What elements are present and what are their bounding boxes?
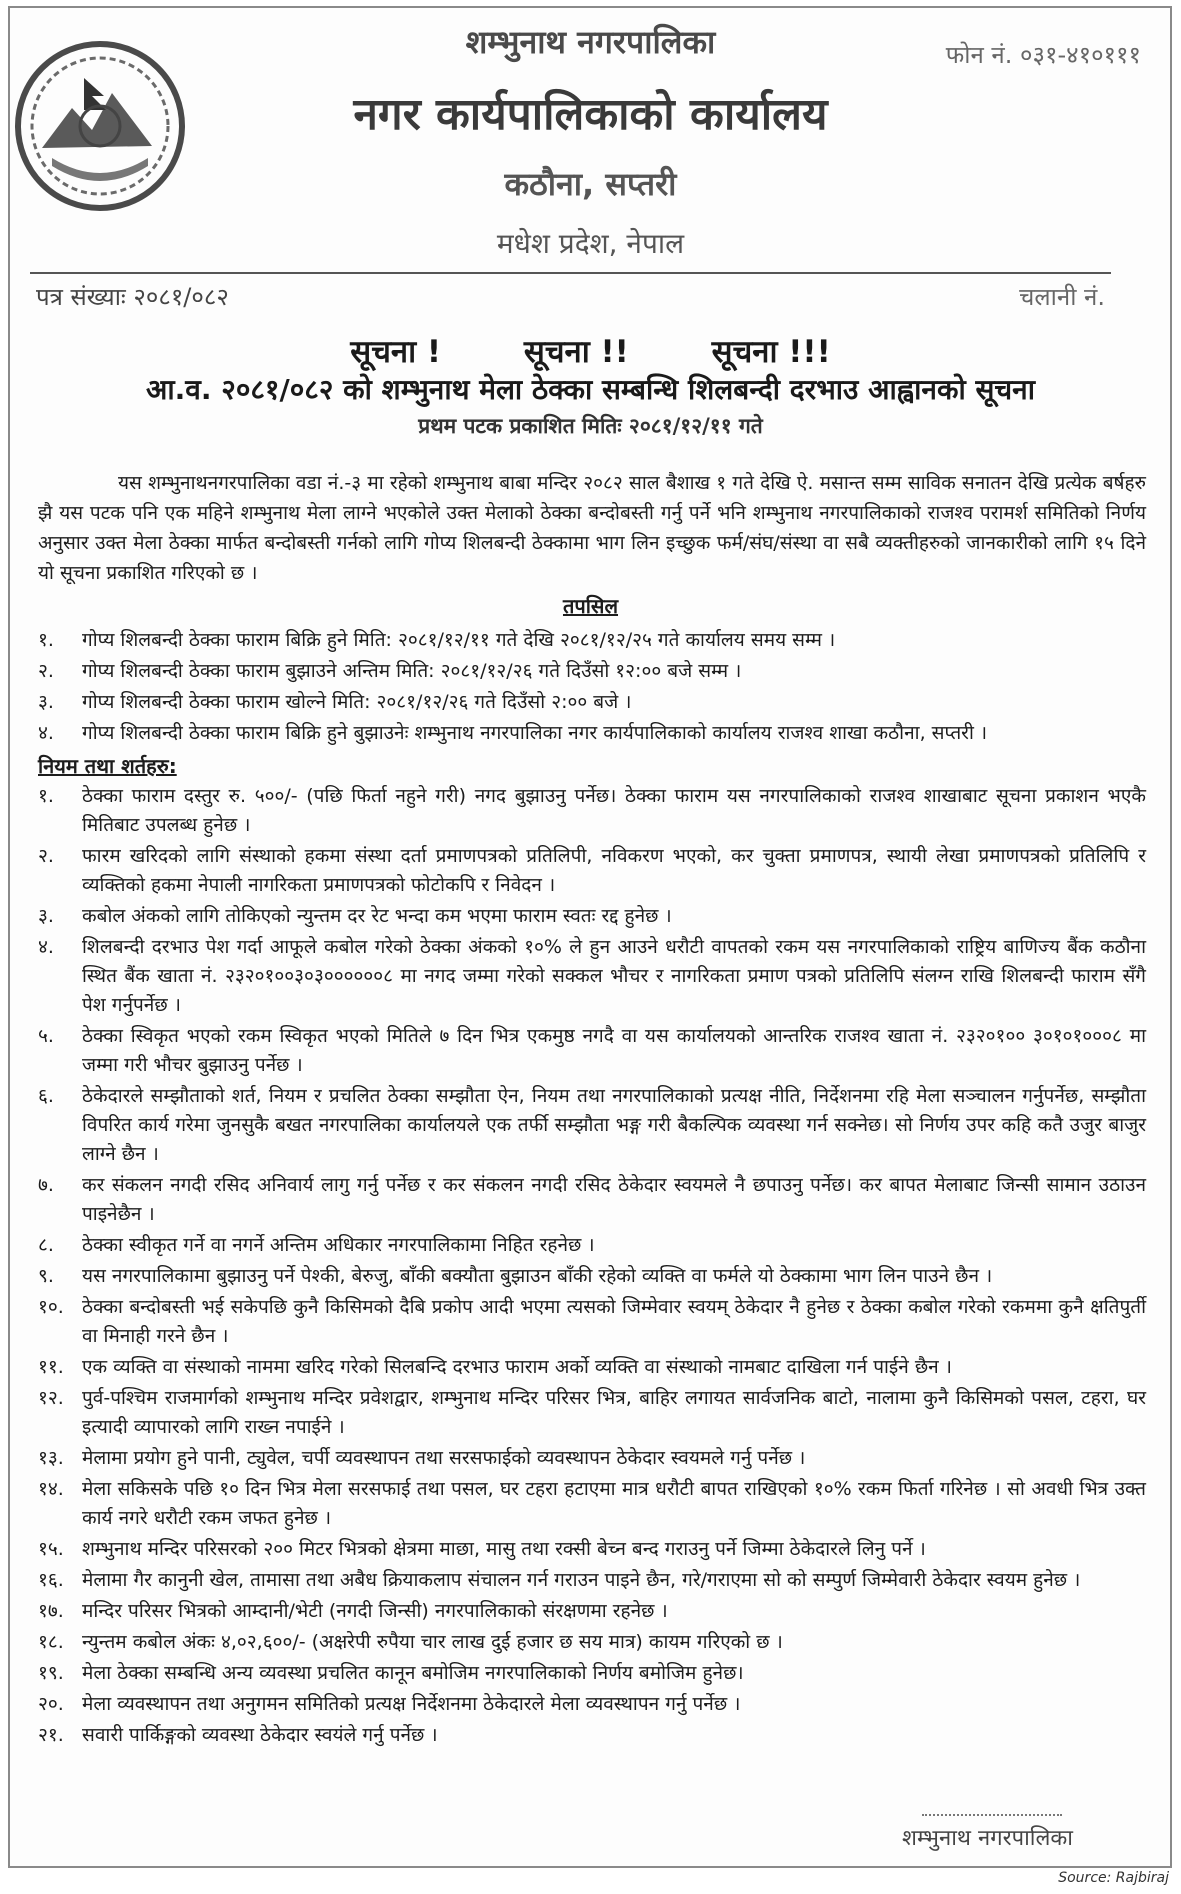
province-address: मधेश प्रदेश, नेपाल (496, 227, 685, 260)
term-item-text: ठेक्का स्वीकृत गर्ने वा नगर्ने अन्तिम अधिकार नगरपालिकामा निहित रहनेछ । (82, 1234, 595, 1256)
dispatch-number: चलानी नं. (1019, 283, 1105, 311)
terms-heading: नियम तथा शर्तहरु: (38, 754, 177, 778)
term-item-number: ४. (38, 936, 54, 958)
detail-item (38, 688, 1146, 717)
term-item (38, 782, 1146, 840)
term-item-number: ९. (38, 1265, 54, 1287)
notice-word-3: सूचना !!! (711, 334, 831, 370)
term-item-text: कबोल अंकको लागि तोकिएको न्युन्तम दर रेट भन्दा कम भएमा फाराम स्वतः रद्द हुनेछ । (82, 905, 672, 927)
signature-line (922, 1814, 1062, 1816)
detail-item (38, 626, 1146, 655)
term-item (38, 1444, 1146, 1473)
detail-item-number: ३. (38, 691, 54, 713)
term-item (38, 842, 1146, 900)
term-item-number: १९. (38, 1662, 64, 1684)
term-item (38, 1353, 1146, 1382)
detail-item (38, 719, 1146, 748)
term-item-number: १६. (38, 1569, 64, 1591)
term-item (38, 1171, 1146, 1229)
term-item-number: २०. (38, 1693, 64, 1715)
term-item (38, 1721, 1146, 1750)
term-item-number: ७. (38, 1174, 54, 1196)
details-heading: तपसिल (562, 594, 619, 618)
term-item-number: १२. (38, 1387, 64, 1409)
term-item-number: १४. (38, 1478, 64, 1500)
term-item (38, 1659, 1146, 1688)
term-item-text: मेला सकिसके पछि १० दिन भित्र मेला सरसफाई तथा पसल, घर टहरा हटाएमा मात्र धरौटी बापत राखिएको १०% रकम फिर्ता गरिनेछ । सो अवधी भित्र उक्त कार्य नगरे धरौटी रकम जफत हुनेछ । (82, 1478, 1146, 1529)
term-item-number: ३. (38, 905, 54, 927)
term-item-text: ठेक्का फाराम दस्तुर रु. ५००/- (पछि फिर्ता नहुने गरी) नगद बुझाउनु पर्नेछ। ठेक्का फाराम यस नगरपालिकाको राजश्व शाखाबाट सूचना प्रकाशन भएकै मितिबाट उपलब्ध हुनेछ । (82, 785, 1146, 836)
term-item-number: ८. (38, 1234, 54, 1256)
term-item-text: कर संकलन नगदी रसिद अनिवार्य लागु गर्नु पर्नेछ र कर संकलन नगदी रसिद ठेकेदार स्वयमले नै छपाउनु पर्नेछ। कर बापत मेलाबाट जिन्सी सामान उठाउन पाइनेछैन । (82, 1174, 1146, 1225)
detail-item-text: गोप्य शिलबन्दी ठेक्का फाराम खोल्ने मिति: २०८१/१२/२६ गते दिउँसो २:०० बजे । (82, 691, 632, 713)
reference-row (30, 272, 1111, 314)
term-item (38, 1566, 1146, 1595)
term-item-text: न्युन्तम कबोल अंकः ४,०२,६००/- (अक्षरेपी रुपैया चार लाख दुई हजार छ सय मात्र) कायम गरिएको छ । (82, 1631, 783, 1653)
term-item-text: शिलबन्दी दरभाउ पेश गर्दा आफूले कबोल गरेको ठेक्का अंकको १०% ले हुन आउने धरौटी वापतको रकम यस नगरपालिकाको राष्ट्रिय बाणिज्य बैंक कठौना स्थित बैंक खाता नं. २३२०१००३०३००००००८ मा नगद जम्मा गरेको सक्कल भौचर र नागरिकता प्रमाण पत्रको प्रतिलिपि संलग्न राखि शिलबन्दी फाराम सँगै पेश गर्नुपर्नेछ । (82, 936, 1146, 1016)
term-item (38, 902, 1146, 931)
term-item-number: १०. (38, 1296, 64, 1318)
term-item-text: पुर्व-पश्चिम राजमार्गको शम्भुनाथ मन्दिर प्रवेशद्वार, शम्भुनाथ मन्दिर परिसर भित्र, बाहिर लगायत सार्वजनिक बाटो, नालामा कुनै किसिमको पसल, टहरा, घर इत्यादी व्यापारको लागि राख्न नपाईने । (82, 1387, 1146, 1438)
office-address: कठौना, सप्तरी (504, 165, 677, 203)
notice-word-2: सूचना !! (523, 334, 629, 370)
letter-number: पत्र संख्याः २०८१/०८२ (36, 283, 229, 311)
term-item (38, 1262, 1146, 1291)
detail-item (38, 657, 1146, 686)
term-item-number: १८. (38, 1631, 64, 1653)
term-item-number: २१. (38, 1724, 64, 1746)
signature: शम्भुनाथ नगरपालिका (902, 1826, 1073, 1851)
term-item-number: १५. (38, 1538, 64, 1560)
term-item-text: एक व्यक्ति वा संस्थाको नाममा खरिद गरेको सिलबन्दि दरभाउ फाराम अर्को व्यक्ति वा संस्थाको नामबाट दाखिला गर्न पाईने छैन । (82, 1356, 952, 1378)
detail-item-text: गोप्य शिलबन्दी ठेक्का फाराम बिक्रि हुने बुझाउनेः शम्भुनाथ नगरपालिका नगर कार्यपालिकाको कार्यालय राजश्व शाखा कठौना, सप्तरी । (82, 722, 988, 744)
term-item (38, 1022, 1146, 1080)
term-item (38, 1597, 1146, 1626)
detail-item-number: १. (38, 629, 54, 651)
notice-word-1: सूचना ! (350, 334, 442, 370)
term-item (38, 1628, 1146, 1657)
term-item-text: यस नगरपालिकामा बुझाउनु पर्ने पेश्की, बेरुजु, बाँकी बक्यौता बुझाउन बाँकी रहेको व्यक्ति वा फर्मले यो ठेक्कामा भाग लिन पाउने छैन । (82, 1265, 993, 1287)
source-credit: Source: Rajbiraj (1058, 1870, 1169, 1886)
intro-paragraph: यस शम्भुनाथनगरपालिका वडा नं.-३ मा रहेको शम्भुनाथ बाबा मन्दिर २०८२ साल बैशाख १ गते देखि ऐ. मसान्त सम्म साविक सनातन देखि प्रत्येक बर्षहरु झै यस पटक पनि एक महिने शम्भुनाथ मेला लाग्ने भएकोले उक्त मेलाको ठेक्का बन्दोबस्ती गर्नु पर्ने भनि शम्भुनाथ नगरपालिकाको राजश्व परामर्श समितिको निर्णय अनुसार उक्त मेला ठेक्का मार्फत बन्दोबस्ती गर्नको लागि गोप्य शिलबन्दी ठेक्कामा भाग लिन इच्छुक फर्म/संघ/संस्था वा सबै व्यक्तीहरुको जानकारीको लागि १५ दिने यो सूचना प्रकाशित गरिएको छ । (38, 472, 1146, 584)
term-item-text: मन्दिर परिसर भित्रको आम्दानी/भेटी (नगदी जिन्सी) नगरपालिकाको संरक्षणमा रहनेछ । (82, 1600, 668, 1622)
details-list (38, 626, 1146, 750)
term-item (38, 1535, 1146, 1564)
term-item-number: ११. (38, 1356, 64, 1378)
term-item-text: फारम खरिदको लागि संस्थाको हकमा संस्था दर्ता प्रमाणपत्रको प्रतिलिपी, नविकरण भएको, कर चुक्ता प्रमाणपत्र, स्थायी लेखा प्रमाणपत्रको प्रतिलिपि र व्यक्तिको हकमा नेपाली नागरिकता प्रमाणपत्रको फोटोकपि र निवेदन । (82, 845, 1146, 896)
detail-item-text: गोप्य शिलबन्दी ठेक्का फाराम बिक्रि हुने मिति: २०८१/१२/११ गते देखि २०८१/१२/२५ गते कार्यालय समय सम्म । (82, 629, 836, 651)
publish-date: प्रथम पटक प्रकाशित मितिः २०८१/१२/११ गते (418, 414, 763, 438)
term-item (38, 1293, 1146, 1351)
phone-number: फोन नं. ०३१-४१०१११ (945, 41, 1141, 69)
term-item-text: मेला व्यवस्थापन तथा अनुगमन समितिको प्रत्यक्ष निर्देशनमा ठेकेदारले मेला व्यवस्थापन गर्नु पर्नेछ । (82, 1693, 741, 1715)
term-item-number: १. (38, 785, 54, 807)
term-item (38, 1082, 1146, 1169)
term-item-text: मेलामा प्रयोग हुने पानी, ट्युवेल, चर्पी व्यवस्थापन तथा सरसफाईको व्यवस्थापन ठेकेदार स्वयमले गर्नु पर्नेछ । (82, 1447, 806, 1469)
term-item-number: १७. (38, 1600, 64, 1622)
term-item (38, 1690, 1146, 1719)
municipality-name: शम्भुनाथ नगरपालिका (465, 23, 716, 61)
term-item (38, 1231, 1146, 1260)
terms-list (38, 782, 1146, 1752)
term-item (38, 1384, 1146, 1442)
term-item-text: मेला ठेक्का सम्बन्धि अन्य व्यवस्था प्रचलित कानून बमोजिम नगरपालिकाको निर्णय बमोजिम हुनेछ। (82, 1662, 744, 1684)
term-item-text: ठेक्का स्विकृत भएको रकम स्विकृत भएको मितिले ७ दिन भित्र एकमुष्ठ नगदै वा यस कार्यालयको आन्तरिक राजश्व खाता नं. २३२०१०० ३०१०१०००८ मा जम्मा गरी भौचर बुझाउनु पर्नेछ । (82, 1025, 1146, 1076)
term-item-text: ठेकेदारले सम्झौताको शर्त, नियम र प्रचलित ठेक्का सम्झौता ऐन, नियम तथा नगरपालिकाको प्रत्यक्ष नीति, निर्देशनमा रहि मेला सञ्चालन गर्नुपर्नेछ, सम्झौता विपरित कार्य गरेमा जुनसुकै बखत नगरपालिका कार्यालयले एक तर्फी सम्झौता भङ्ग गरी बैकल्पिक व्यवस्था गर्न सक्नेछ। सो निर्णय उपर कहि कतै उजुर बाजुर लाग्ने छैन । (82, 1085, 1146, 1165)
detail-item-number: ४. (38, 722, 54, 744)
term-item-text: सवारी पार्किङ्गको व्यवस्था ठेकेदार स्वयंले गर्नु पर्नेछ । (82, 1724, 438, 1746)
term-item-text: ठेक्का बन्दोबस्ती भई सकेपछि कुनै किसिमको दैबि प्रकोप आदी भएमा त्यसको जिम्मेवार स्वयम् ठेकेदार नै हुनेछ र ठेक्का कबोल गरेको रकममा कुनै क्षतिपुर्ती वा मिनाही गरने छैन । (82, 1296, 1146, 1347)
term-item (38, 933, 1146, 1020)
term-item-number: ५. (38, 1025, 54, 1047)
term-item-number: १३. (38, 1447, 64, 1469)
term-item-number: ६. (38, 1085, 54, 1107)
term-item-text: मेलामा गैर कानुनी खेल, तामासा तथा अबैध क्रियाकलाप संचालन गर्न गराउन पाइने छैन, गरे/गराएमा सो को सम्पुर्ण जिम्मेवारी ठेकेदार स्वयम हुनेछ । (82, 1569, 1081, 1591)
detail-item-number: २. (38, 660, 54, 682)
detail-item-text: गोप्य शिलबन्दी ठेक्का फाराम बुझाउने अन्तिम मिति: २०८१/१२/२६ गते दिउँसो १२:०० बजे सम्म । (82, 660, 742, 682)
office-name: नगर कार्यपालिकाको कार्यालय (353, 89, 828, 140)
term-item (38, 1475, 1146, 1533)
notice-title: आ.व. २०८१/०८२ को शम्भुनाथ मेला ठेक्का सम्बन्धि शिलबन्दी दरभाउ आह्वानको सूचना (146, 373, 1035, 406)
term-item-number: २. (38, 845, 54, 867)
notice-heading (0, 330, 1181, 372)
term-item-text: शम्भुनाथ मन्दिर परिसरको २०० मिटर भित्रको क्षेत्रमा माछा, मासु तथा रक्सी बेच्न बन्द गराउनु पर्ने जिम्मा ठेकेदारले लिनु पर्ने । (82, 1538, 926, 1560)
